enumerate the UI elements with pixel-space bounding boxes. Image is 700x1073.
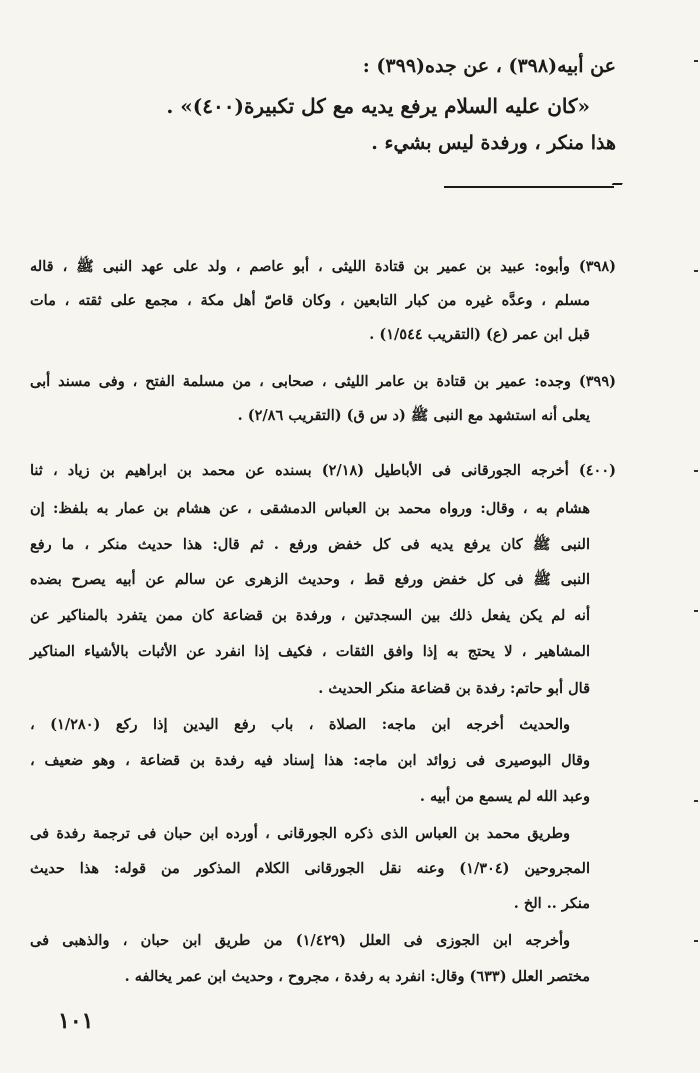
footnote-399-line-2: يعلى أنه استشهد مع النبى ﷺ (د س ق) (التقريب ٢/٨٦) . — [237, 407, 590, 424]
footnote-400-line-5: أنه لم يكن يفعل ذلك بين السجدتين ، ورفدة بن قضاعة كان ممن يتفرد بالمناكير عن — [30, 607, 590, 624]
hadith-text: «كان عليه السلام يرفع يديه مع كل تكبيرة(٤٠٠)» . — [166, 94, 590, 118]
footnote-400-line-9: وقال البوصيرى فى زوائد ابن ماجه: هذا إسناد فيه رفدة بن قضاعة ، وهو ضعيف ، — [30, 752, 590, 769]
footnote-400-line-15: مختصر العلل (٦٣٣) وقال: انفرد به رفدة ، مجروح ، وحديث ابن عمر يخالفه . — [124, 968, 590, 985]
footnote-400-line-2: هشام به ، وقال: ورواه محمد بن العباس الدمشقى ، عن هشام بن عمار به بلفظ: إن — [30, 500, 590, 517]
footnote-400-line-1: (٤٠٠) أخرجه الجورقانى فى الأباطيل (٢/١٨) بسنده عن محمد بن ابراهيم بن زياد ، ثنا — [30, 462, 616, 479]
footnote-400-line-12: المجروحين (١/٣٠٤) وعنه نقل الجورقانى الكلام المذكور من قوله: هذا حديث — [30, 860, 591, 877]
footnote-400-line-10: وعبد الله لم يسمع من أبيه . — [419, 788, 590, 805]
footnote-400-line-11: وطريق محمد بن العباس الذى ذكره الجورقانى ، أورده ابن حبان فى ترجمة رفدة فى — [30, 825, 570, 842]
footnote-400-line-3: النبى ﷺ كان يرفع يديه فى كل خفض ورفع . ثم قال: هذا حديث منكر ، ما رفع — [30, 536, 590, 553]
footnote-separator — [444, 186, 614, 188]
scan-edge-mark — [694, 470, 698, 472]
scan-edge-mark — [694, 800, 698, 802]
footnote-398-line-1: (٣٩٨) وأبوه: عبيد بن عمير بن قتادة الليثى ، أبو عاصم ، ولد على عهد النبى ﷺ ، قاله — [30, 258, 616, 275]
main-text-line-1: عن أبيه(٣٩٨) ، عن جده(٣٩٩) : — [362, 55, 616, 77]
footnote-400-line-13: منكر .. الخ . — [513, 895, 590, 912]
scan-edge-mark — [694, 60, 698, 62]
footnote-398-line-3: قبل ابن عمر (ع) (التقريب ١/٥٤٤) . — [369, 326, 590, 343]
footnote-400-line-4: النبى ﷺ فى كل خفض ورفع قط ، وحديث الزهرى عن سالم عن أبيه يصرح بضده — [30, 571, 590, 588]
page-number: ١٠١ — [58, 1008, 94, 1034]
footnote-399-line-1: (٣٩٩) وجده: عمير بن قتادة بن عامر الليثى ، صحابى ، من مسلمة الفتح ، وفى مسند أبى — [30, 373, 616, 390]
footnote-400-line-6: المشاهير ، لا يحتج به إذا وافق الثقات ، فكيف إذا انفرد عن الأثبات بالأشياء المناكير — [30, 643, 590, 660]
scan-edge-mark — [694, 270, 698, 272]
footnote-400-line-14: وأخرجه ابن الجوزى فى العلل (١/٤٢٩) من طريق ابن حبان ، والذهبى فى — [30, 932, 570, 949]
footnote-398-line-2: مسلم ، وعدَّه غيره من كبار التابعين ، وكان قاصّ أهل مكة ، مجمع على ثقته ، مات — [30, 292, 590, 309]
main-text-line-3: هذا منكر ، ورفدة ليس بشيء . — [371, 132, 616, 154]
footnote-400-line-7: قال أبو حاتم: رفدة بن قضاعة منكر الحديث . — [318, 680, 590, 697]
scan-edge-mark — [694, 940, 698, 942]
footnote-400-line-8: والحديث أخرجه ابن ماجه: الصلاة ، باب رفع اليدين إذا ركع (١/٢٨٠) ، — [30, 716, 570, 733]
scan-edge-mark — [694, 610, 698, 612]
